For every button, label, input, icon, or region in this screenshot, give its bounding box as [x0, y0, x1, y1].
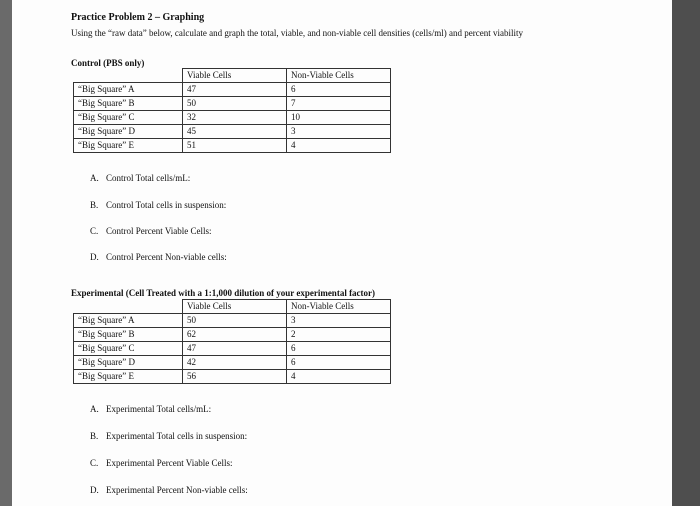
table-row — [74, 370, 391, 384]
header-cell: Viable Cells — [183, 69, 287, 83]
table-row — [74, 139, 391, 153]
experimental-table — [73, 299, 391, 384]
table-cell: “Big Square” C — [74, 111, 183, 125]
experimental-heading: Experimental (Cell Treated with a 1:1,000 dilution of your experimental factor) — [71, 288, 376, 298]
instructions: Using the “raw data” below, calculate and graph the total, viable, and non-viable cell densities (cells/ml) and percent viability — [71, 28, 523, 38]
question-letter: D. — [90, 485, 99, 495]
table-cell: 50 — [183, 314, 287, 328]
table-cell: 4 — [287, 139, 391, 153]
control-heading: Control (PBS only) — [71, 58, 145, 68]
page-title: Practice Problem 2 – Graphing — [71, 12, 205, 23]
header-cell: Viable Cells — [183, 300, 287, 314]
question-letter: C. — [90, 458, 99, 468]
table-cell: 45 — [183, 125, 287, 139]
question-text: Experimental Percent Viable Cells: — [106, 458, 233, 468]
table-cell: 62 — [183, 328, 287, 342]
table-cell: 42 — [183, 356, 287, 370]
table-cell: “Big Square” D — [74, 356, 183, 370]
table-row — [74, 356, 391, 370]
question-text: Experimental Percent Non-viable cells: — [106, 485, 248, 495]
table-cell: “Big Square” E — [74, 139, 183, 153]
right-edge — [672, 0, 700, 506]
table-cell: 32 — [183, 111, 287, 125]
table-row — [74, 125, 391, 139]
experimental-question-b — [90, 431, 247, 441]
question-text: Control Total cells in suspension: — [106, 200, 227, 210]
table-row — [74, 328, 391, 342]
table-cell: “Big Square” B — [74, 328, 183, 342]
table-cell: 3 — [287, 125, 391, 139]
question-letter: A. — [90, 173, 99, 183]
left-edge — [0, 0, 12, 506]
control-question-d — [90, 252, 227, 262]
table-cell: “Big Square” B — [74, 97, 183, 111]
question-text: Experimental Total cells/mL: — [106, 404, 212, 414]
question-letter: C. — [90, 226, 99, 236]
table-cell: 47 — [183, 83, 287, 97]
control-question-a — [90, 173, 190, 183]
table-cell: “Big Square” A — [74, 83, 183, 97]
question-letter: B. — [90, 200, 99, 210]
header-cell: Non-Viable Cells — [287, 300, 391, 314]
table-header-row — [74, 69, 391, 83]
table-cell: 47 — [183, 342, 287, 356]
table-row — [74, 97, 391, 111]
table-cell: 7 — [287, 97, 391, 111]
control-question-c — [90, 226, 212, 236]
table-cell: “Big Square” D — [74, 125, 183, 139]
question-letter: B. — [90, 431, 99, 441]
table-row — [74, 314, 391, 328]
table-cell: 6 — [287, 342, 391, 356]
table-cell: 10 — [287, 111, 391, 125]
table-row — [74, 83, 391, 97]
question-text: Experimental Total cells in suspension: — [106, 431, 248, 441]
header-cell: Non-Viable Cells — [287, 69, 391, 83]
question-text: Control Percent Non-viable cells: — [106, 252, 227, 262]
header-cell — [74, 69, 183, 83]
table-row — [74, 111, 391, 125]
header-cell — [74, 300, 183, 314]
experimental-question-a — [90, 404, 211, 414]
table-cell: “Big Square” A — [74, 314, 183, 328]
question-text: Control Percent Viable Cells: — [106, 226, 212, 236]
question-letter: A. — [90, 404, 99, 414]
experimental-question-c — [90, 458, 233, 468]
table-cell: 2 — [287, 328, 391, 342]
table-cell: 6 — [287, 83, 391, 97]
table-cell: 6 — [287, 356, 391, 370]
table-header-row — [74, 300, 391, 314]
experimental-question-d — [90, 485, 248, 495]
table-cell: 56 — [183, 370, 287, 384]
control-question-b — [90, 200, 226, 210]
table-cell: 50 — [183, 97, 287, 111]
question-text: Control Total cells/mL: — [106, 173, 191, 183]
table-row — [74, 342, 391, 356]
question-letter: D. — [90, 252, 99, 262]
table-cell: 3 — [287, 314, 391, 328]
table-cell: 4 — [287, 370, 391, 384]
table-cell: “Big Square” E — [74, 370, 183, 384]
table-cell: 51 — [183, 139, 287, 153]
table-cell: “Big Square” C — [74, 342, 183, 356]
control-table — [73, 68, 391, 153]
